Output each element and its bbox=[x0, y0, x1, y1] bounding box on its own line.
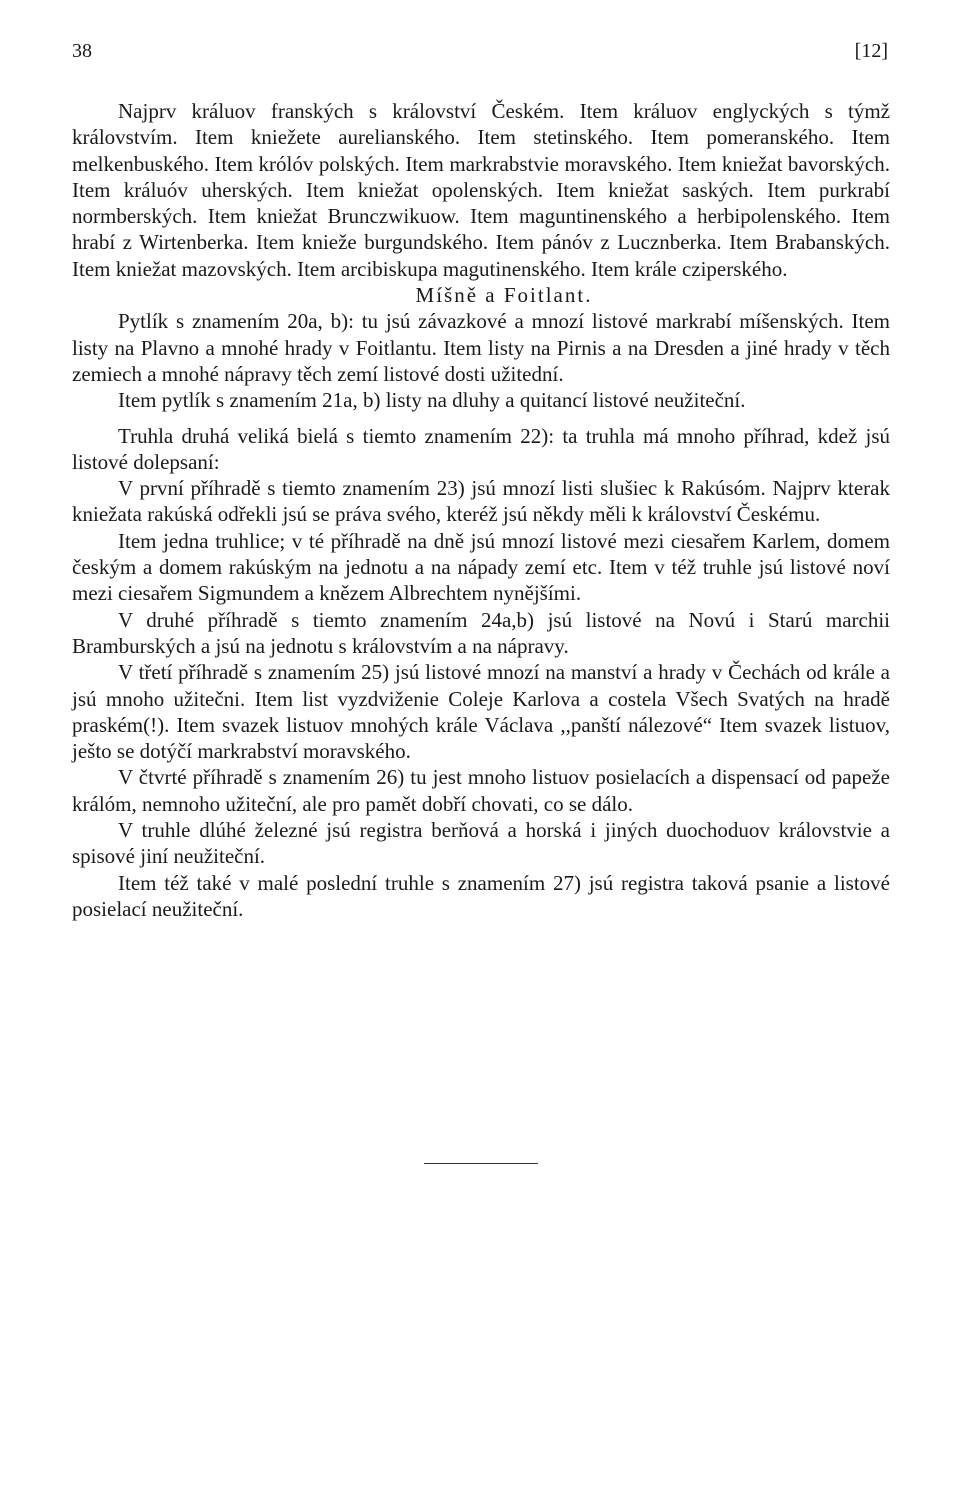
paragraph: V třetí příhradě s znamením 25) jsú listové mnozí na manství a hrady v Čechách od krále a jsú mnoho užitečni. Item list vyzdviženie Coleje Karlova a costela Všech Svatých na hradě praském(!). Item svazek listuov mnohých krále Václava ,,panští nálezové“ Item svazek listuov, ješto se dotýčí markrabství moravského. bbox=[72, 660, 890, 764]
paragraph: Item jedna truhlice; v té příhradě na dně jsú mnozí listové mezi ciesařem Karlem, domem českým a domem rakúským na jednotu a na nápady zemí etc. Item v též truhle jsú listové noví mezi ciesařem Sigmundem a knězem Albrechtem nynějšími. bbox=[72, 528, 890, 606]
page-number: 38 bbox=[72, 40, 92, 62]
paragraph: Pytlík s znamením 20a, b): tu jsú závazkové a mnozí listové markrabí míšenských. Item listy na Plavno a mnohé hrady v Foitlantu. Item listy na Pirnis a na Dresden a jiné hrady v těch zemiech a mnohé nápravy těch zemí listové dosti užitední. bbox=[72, 309, 890, 386]
paragraph: Truhla druhá veliká bielá s tiemto znamením 22): ta truhla má mnoho příhrad, kdež jsú listové dolepsaní: bbox=[72, 423, 890, 474]
paragraph: Item pytlík s znamením 21a, b) listy na dluhy a quitancí listové neužiteční. bbox=[118, 388, 746, 413]
end-rule bbox=[424, 1163, 538, 1164]
paragraph: Item též také v malé poslední truhle s znamením 27) jsú registra taková psanie a listové posielací neužiteční. bbox=[72, 870, 890, 921]
section-heading: Míšně a Foitlant. bbox=[415, 283, 593, 308]
section-number: [12] bbox=[854, 40, 888, 62]
paragraph: V čtvrté příhradě s znamením 26) tu jest mnoho listuov posielacích a dispensací od papeže králóm, nemnoho užiteční, ale pro pamět dobří chovati, co se dálo. bbox=[72, 765, 890, 816]
paragraph: V první příhradě s tiemto znamením 23) jsú mnozí listi slušiec k Rakúsóm. Najprv kterak kniežata rakúská odřekli jsú se práva svého, kteréž jsú někdy měli k království Českému. bbox=[72, 476, 890, 527]
paragraph: Najprv králuov franských s království Českém. Item králuov englyckých s týmž královstvím. Item kniežete aurelianského. Item stetinského. Item pomeranského. Item melkenbuského. Item królóv polských. Item markrabstvie moravského. Item kniežat bavorských. Item králuóv uherských. Item kniežat opolenských. Item kniežat saských. Item purkrabí normberských. Item kniežat Brunczwikuow. Item maguntinenského a herbipolenského. Item hrabí z Wirtenberka. Item knieže burgundského. Item pánóv z Lucznberka. Item Brabanských. Item kniežat mazovských. Item arcibiskupa magutinenského. Item krále cziperského. bbox=[72, 99, 890, 281]
paragraph: V druhé příhradě s tiemto znamením 24a,b) jsú listové na Novú i Starú marchii Bramburských a jsú na jednotu s královstvím a na nápravy. bbox=[72, 607, 890, 658]
page-header bbox=[72, 40, 888, 70]
body-text bbox=[72, 98, 890, 922]
paragraph: V truhle dlúhé železné jsú registra berňová a horská i jiných duochoduov královstvie a spisové jiní neužiteční. bbox=[72, 818, 890, 869]
